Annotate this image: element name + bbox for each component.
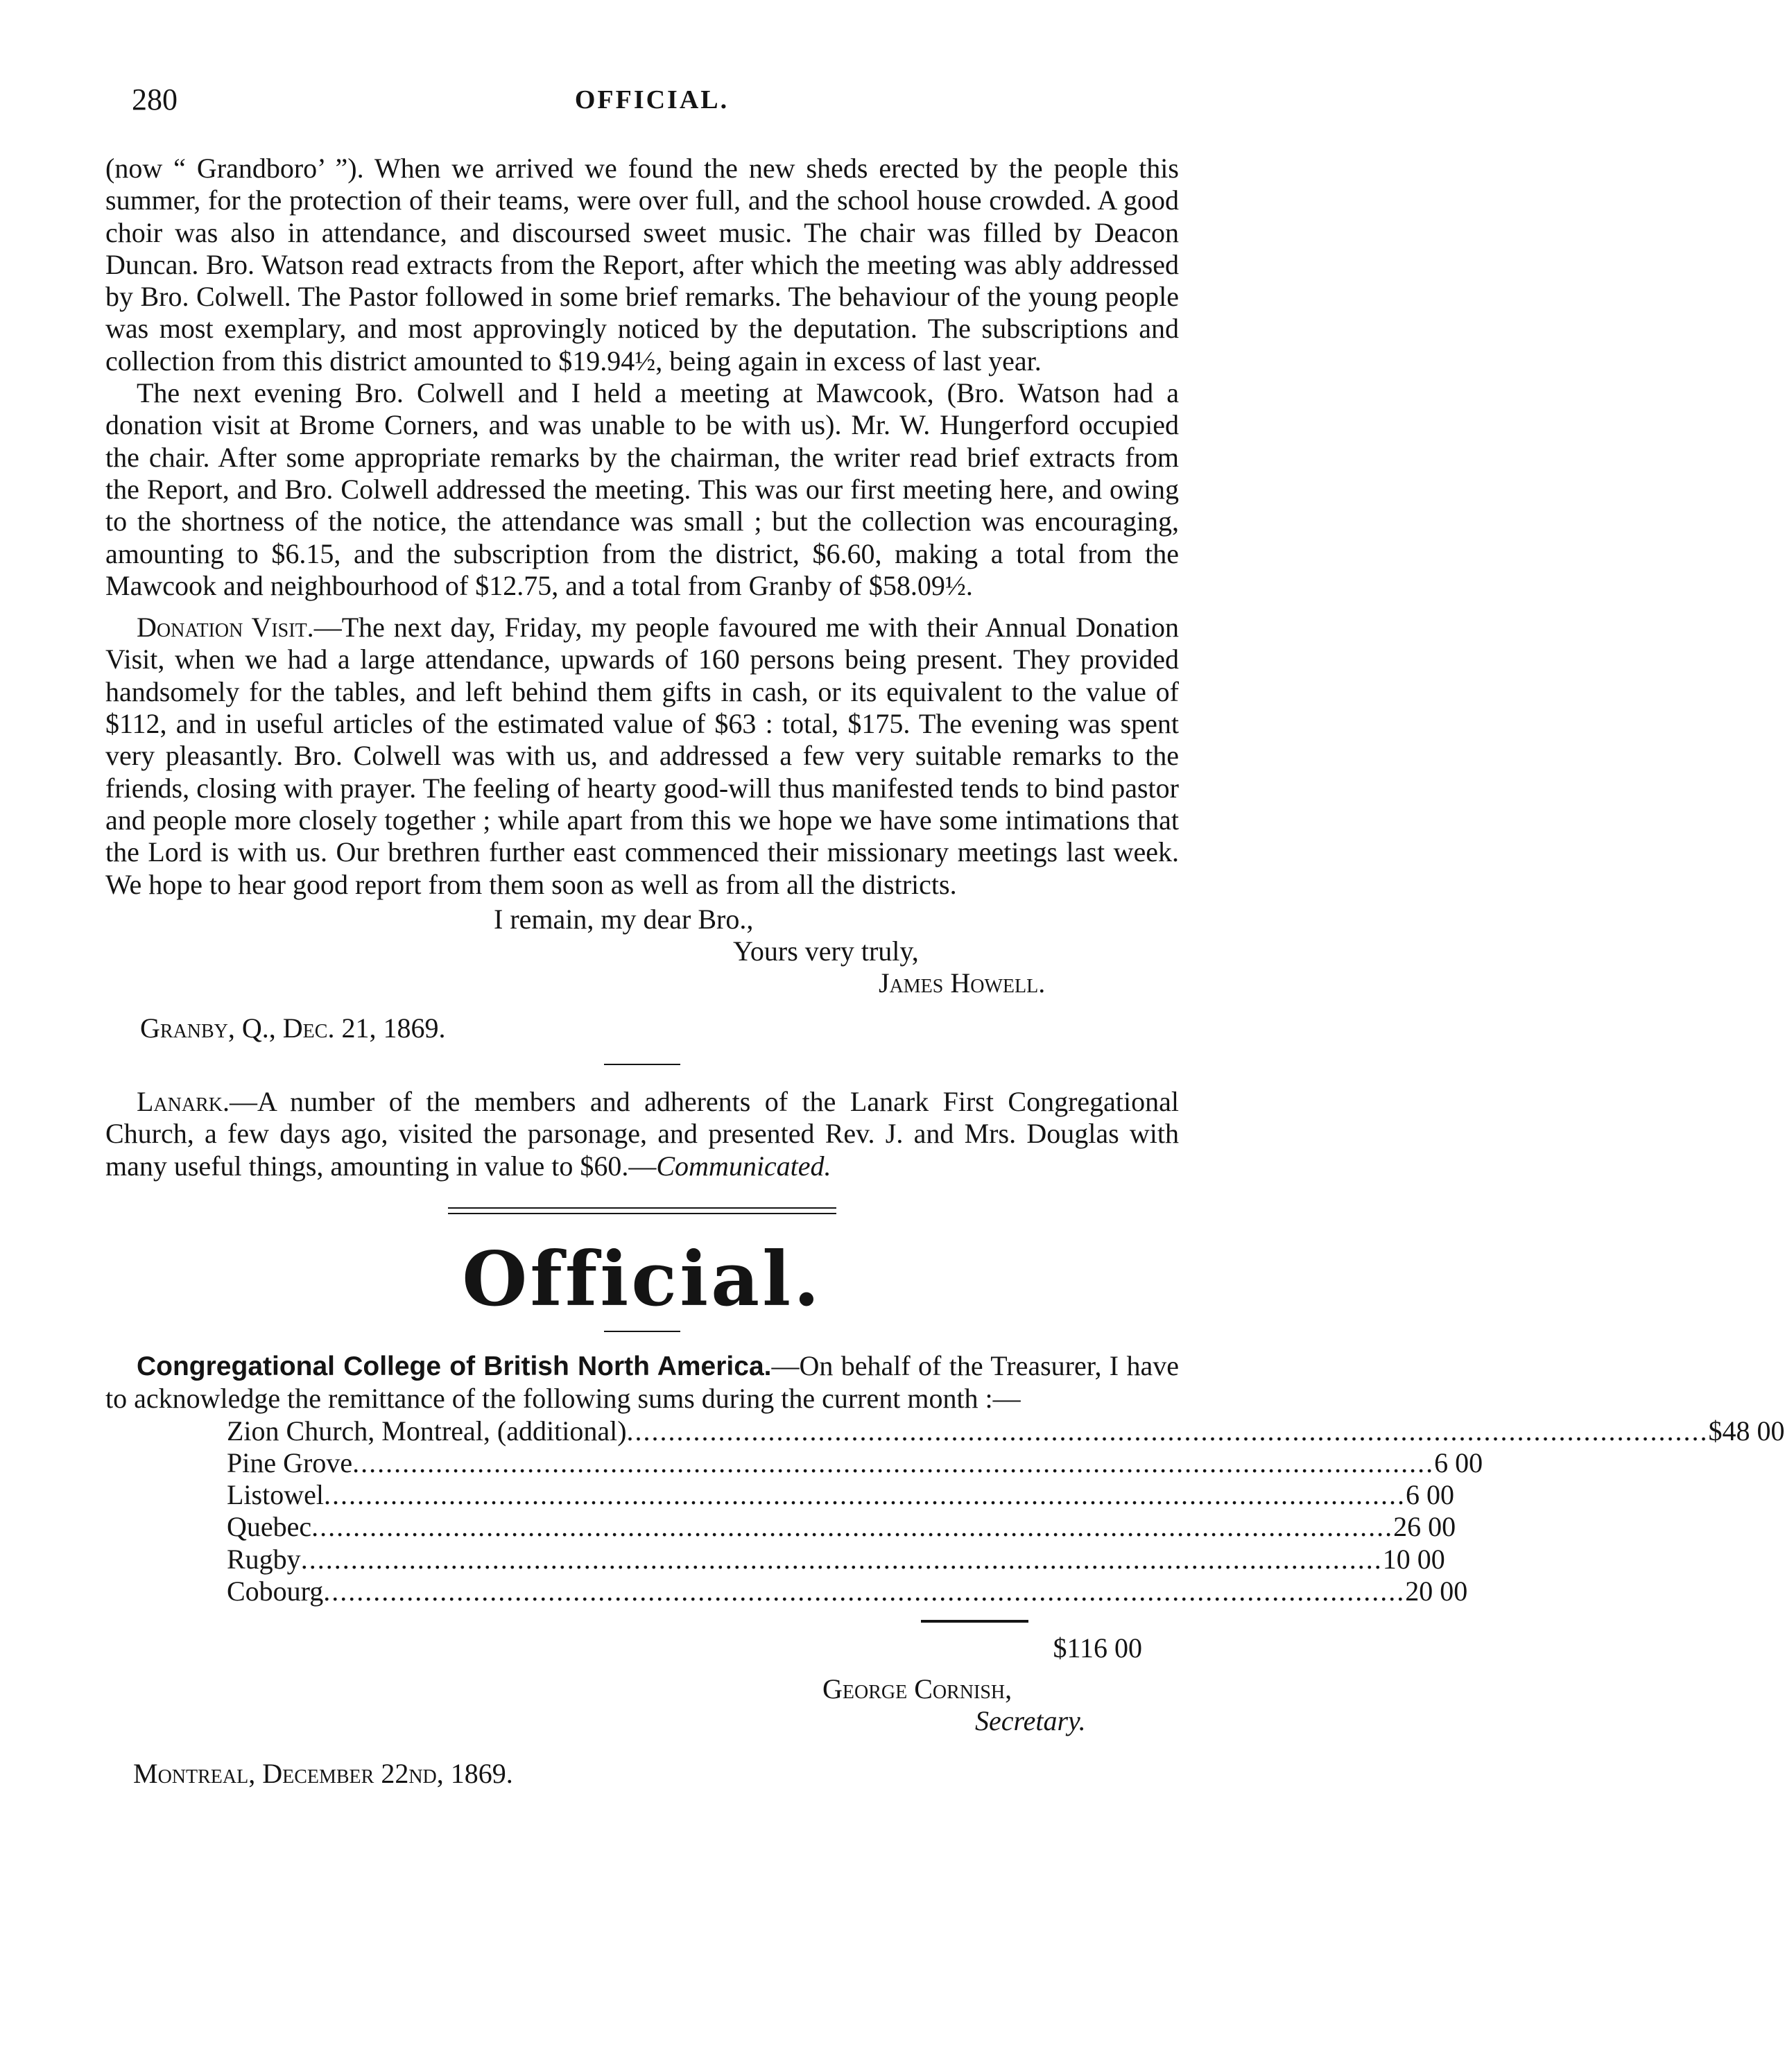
college-text: —On behalf of the Treasurer, I have to acknowledge the remittance of the following sums during the current month :— xyxy=(105,1349,1180,1415)
donation-heading: Donation Visit. xyxy=(137,612,314,644)
leader-dots: .................................................................................................................................. xyxy=(323,1479,1406,1511)
letter-closing xyxy=(105,904,1179,1000)
lanark-text: —A number of the members and adherents of the Lanark First Congregational Church, a few days ago, visited the parsonage, and presented Rev. J. and Mrs. Douglas with many useful things, amounting in value to $60.— xyxy=(105,1086,1179,1182)
remittance-amount: 6 00 xyxy=(1405,1479,1454,1511)
remittance-row xyxy=(227,1479,1454,1511)
section-divider xyxy=(604,1064,680,1065)
remittance-name: Pine Grove xyxy=(227,1447,353,1478)
total-rule xyxy=(921,1620,1028,1623)
leader-dots: .................................................................................................................................. xyxy=(323,1575,1406,1607)
granby-paragraph-1: (now “ Grandboro’ ”). When we arrived we found the new sheds erected by the people this summer, for the protection of their teams, were over full, and the school house crowded. A good choir was also in attendance, and discoursed sweet music. The chair was filled by Deacon Duncan. Bro. Watson read extracts from the Report, after which the meeting was ably addressed by Bro. Colwell. The Pastor followed in some brief remarks. The behaviour of the young people was most exemplary, and most approvingly noticed by the deputation. The subscriptions and collection from this district amounted to $19.94½, being again in excess of last year. xyxy=(105,153,1179,377)
secretary-name: George Cornish, xyxy=(822,1673,1012,1704)
remittance-amount: 26 00 xyxy=(1393,1511,1456,1543)
college-lead: Congregational College of British North America. xyxy=(137,1351,772,1381)
remittance-amount: 6 00 xyxy=(1434,1447,1483,1478)
secretary-title: Secretary. xyxy=(975,1704,1086,1736)
lanark-paragraph xyxy=(105,1086,1179,1182)
closing-line-1: I remain, my dear Bro., xyxy=(494,903,754,935)
page-body xyxy=(105,153,1785,1790)
remittance-total: $116 00 xyxy=(1053,1632,1142,1664)
remittance-name: Cobourg xyxy=(227,1575,324,1607)
official-heading: Official. xyxy=(462,1235,822,1323)
remittance-amount: 10 00 xyxy=(1382,1543,1445,1575)
donation-text: —The next day, Friday, my people favoured me with their Annual Donation Visit, when we had a large attendance, upwards of 160 persons being present. They provided handsomely for the tables, and left behind them gifts in cash, or its equivalent to the value of $112, and in useful articles of the estimated value of $63 : total, $175. The evening was spent very pleasantly. Bro. Colwell was with us, and addressed a few very suitable remarks to the friends, closing with prayer. The feeling of hearty good-will thus manifested tends to bind pastor and people more closely together ; while apart from this we hope we have some intimations that the Lord is with us. Our brethren further east commenced their missionary meetings last week. We hope to hear good report from them soon as well as from all the districts. xyxy=(105,612,1179,900)
closing-line-2: Yours very truly, xyxy=(733,935,919,967)
lanark-credit: Communicated. xyxy=(656,1150,831,1182)
remittance-name: Listowel xyxy=(227,1479,324,1511)
leader-dots: .................................................................................................................................. xyxy=(300,1543,1383,1575)
remittance-row xyxy=(227,1575,1468,1607)
running-title: OFFICIAL. xyxy=(574,85,730,114)
remittance-row xyxy=(227,1511,1456,1543)
remittance-row xyxy=(227,1447,1483,1479)
leader-dots: .................................................................................................................................. xyxy=(352,1447,1435,1478)
lanark-heading: Lanark. xyxy=(137,1086,230,1118)
double-divider xyxy=(448,1207,836,1214)
college-paragraph xyxy=(105,1350,1179,1415)
leader-dots: .................................................................................................................................. xyxy=(626,1415,1709,1447)
letter-dateline: Granby, Q., Dec. 21, 1869. xyxy=(140,1012,446,1044)
remittance-amount: $48 00 xyxy=(1708,1415,1785,1447)
letter-signature: James Howell. xyxy=(879,967,1046,999)
remittance-name: Quebec xyxy=(227,1511,312,1543)
remittance-list xyxy=(105,1415,1785,1608)
remittance-row xyxy=(227,1415,1785,1447)
page-header xyxy=(132,82,1172,123)
leader-dots: .................................................................................................................................. xyxy=(311,1511,1394,1543)
notice-place-date: Montreal, December 22nd, 1869. xyxy=(133,1758,513,1790)
page-number: 280 xyxy=(132,83,178,116)
remittance-amount: 20 00 xyxy=(1405,1575,1468,1607)
granby-paragraph-2: The next evening Bro. Colwell and I held a meeting at Mawcook, (Bro. Watson had a donation visit at Brome Corners, and was unable to be with us). Mr. W. Hungerford occupied the chair. After some appropriate remarks by the chairman, the writer read brief extracts from the Report, and Bro. Colwell addressed the meeting. This was our first meeting here, and owing to the shortness of the notice, the attendance was small ; but the collection was encouraging, amounting to $6.15, and the subscription from the district, $6.60, making a total from the Mawcook and neighbourhood of $12.75, and a total from Granby of $58.09½. xyxy=(105,377,1179,601)
heading-underline xyxy=(604,1331,680,1332)
donation-paragraph xyxy=(105,612,1179,901)
remittance-name: Zion Church, Montreal, (additional) xyxy=(227,1415,627,1447)
remittance-row xyxy=(227,1543,1445,1575)
remittance-name: Rugby xyxy=(227,1543,301,1575)
